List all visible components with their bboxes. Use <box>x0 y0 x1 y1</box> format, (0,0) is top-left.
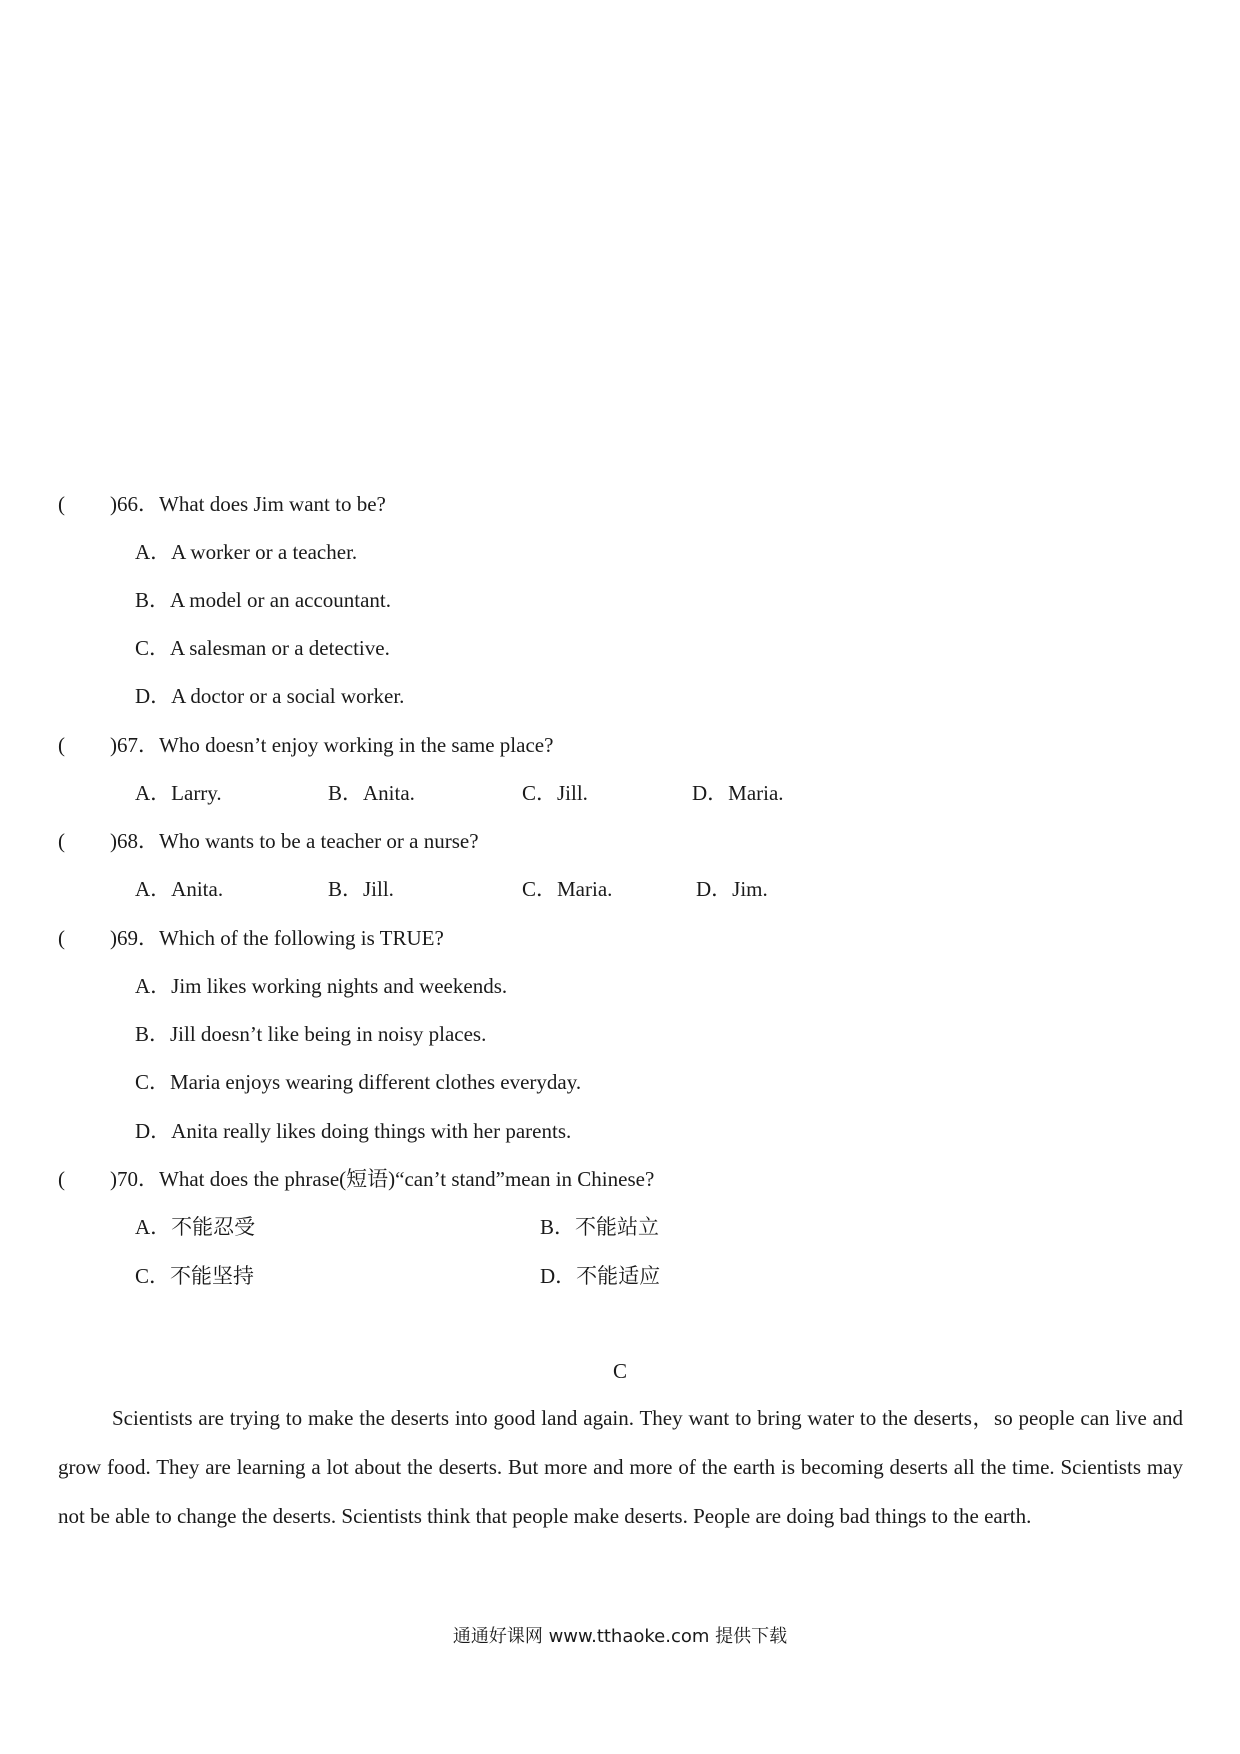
option-a: A．Anita. <box>135 877 224 901</box>
answer-blank[interactable]: ( <box>58 733 65 757</box>
question-68 <box>58 825 479 855</box>
option-c: C．Jill. <box>522 781 588 805</box>
answer-blank[interactable]: ( <box>58 492 65 516</box>
question-number: )70． <box>110 1167 159 1191</box>
option-a: A．Larry. <box>135 781 222 805</box>
option-a: A．A worker or a teacher. <box>135 540 358 564</box>
answer-blank[interactable]: ( <box>58 926 65 950</box>
option-b: B．Jill doesn’t like being in noisy places. <box>135 1022 487 1046</box>
question-67 <box>58 729 553 759</box>
option-c: C．A salesman or a detective. <box>135 636 390 660</box>
option-d: D．A doctor or a social worker. <box>135 684 405 708</box>
option-c: C．Maria enjoys wearing different clothes everyday. <box>135 1070 582 1094</box>
option-b: B．Anita. <box>328 781 415 805</box>
option-b: B．不能站立 <box>540 1215 660 1239</box>
question-number: )67． <box>110 733 159 757</box>
option-d: D．Maria. <box>692 781 784 805</box>
footer-text: 通通好课网 www.tthaoke.com 提供下载 <box>452 1626 788 1647</box>
question-text: What does Jim want to be? <box>159 492 386 516</box>
option-b: B．A model or an accountant. <box>135 588 392 612</box>
question-69 <box>58 922 444 952</box>
question-number: )69． <box>110 926 159 950</box>
passage-paragraph <box>58 1394 1183 1541</box>
option-a: A．Jim likes working nights and weekends. <box>135 974 508 998</box>
option-d: D．Jim. <box>696 877 768 901</box>
option-d: D．不能适应 <box>540 1264 661 1288</box>
question-70 <box>58 1163 654 1193</box>
question-text: Which of the following is TRUE? <box>159 926 444 950</box>
option-d: D．Anita really likes doing things with her parents. <box>135 1119 572 1143</box>
question-text: Who doesn’t enjoy working in the same place? <box>159 733 554 757</box>
question-text: Who wants to be a teacher or a nurse? <box>159 829 479 853</box>
option-a: A．不能忍受 <box>135 1215 256 1239</box>
question-66 <box>58 488 386 518</box>
question-number: )66． <box>110 492 159 516</box>
answer-blank[interactable]: ( <box>58 1167 65 1191</box>
option-c: C．Maria. <box>522 877 613 901</box>
section-heading: C <box>612 1359 627 1383</box>
question-text: What does the phrase(短语)“can’t stand”mean in Chinese? <box>159 1167 655 1191</box>
question-number: )68． <box>110 829 159 853</box>
option-c: C．不能坚持 <box>135 1264 255 1288</box>
answer-blank[interactable]: ( <box>58 829 65 853</box>
passage-text: Scientists are trying to make the deserts into good land again. They want to bring water to the deserts，so people can live and grow food. They are learning a lot about the deserts. But more and more of the earth is becoming deserts all the time. Scientists may not be able to change the deserts. Scientists think that people make deserts. People are doing bad things to the earth. <box>58 1406 1183 1528</box>
option-b: B．Jill. <box>328 877 394 901</box>
